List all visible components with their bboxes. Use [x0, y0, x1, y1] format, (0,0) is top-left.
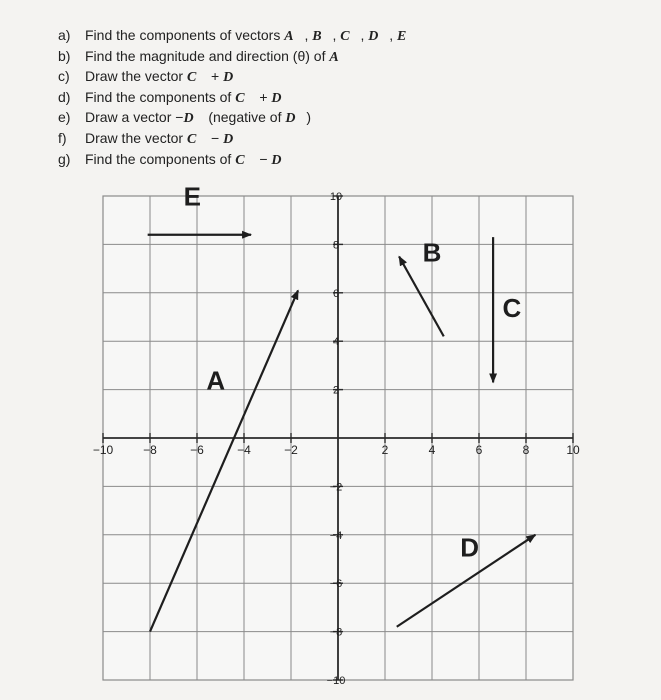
vector-b-label: B	[422, 237, 442, 268]
vector-a-label: A	[206, 365, 226, 396]
y-tick-label: 2	[332, 384, 340, 397]
y-tick-label: 4	[332, 336, 340, 349]
vector-c-label: C	[502, 293, 522, 323]
x-tick-label: −4	[237, 443, 251, 457]
y-tick-label: −6	[329, 578, 343, 591]
x-tick-label: 2	[381, 443, 389, 457]
question-text: Find the components of C⃗ − D⃗	[85, 150, 293, 168]
x-tick-label: −8	[143, 443, 157, 457]
x-tick-label: −10	[92, 443, 114, 457]
x-tick-label: 4	[428, 443, 436, 457]
question-text: Draw a vector −D⃗ (negative of D⃗)	[85, 109, 312, 127]
question-text: Find the magnitude and direction (θ) of A⃗	[85, 47, 350, 65]
question-label: g)	[58, 150, 71, 167]
vector-d-label: D	[460, 532, 479, 563]
question-label: e)	[58, 109, 71, 126]
question-label: b)	[58, 47, 71, 64]
question-label: d)	[58, 88, 71, 105]
y-tick-label: −4	[329, 529, 343, 542]
question-text: Draw the vector C⃗ − D⃗	[85, 129, 245, 147]
question-label: c)	[58, 68, 70, 85]
x-tick-label: 10	[566, 443, 580, 457]
x-tick-label: 6	[475, 443, 483, 457]
x-tick-label: 8	[522, 443, 530, 457]
question-text: Find the components of vectors A⃗, B⃗, C⃗, D⃗, E⃗	[85, 27, 418, 44]
x-tick-label: −6	[190, 443, 204, 457]
question-text: Find the components of C⃗ + D⃗	[85, 88, 293, 106]
question-label: a)	[58, 27, 71, 43]
y-tick-label: 10	[329, 191, 343, 203]
y-tick-label: −2	[329, 481, 343, 494]
question-text: Draw the vector C⃗ + D⃗	[85, 68, 245, 86]
y-tick-label: 8	[332, 239, 340, 252]
vector-e-label: E	[183, 181, 201, 212]
y-tick-label: −10	[326, 675, 346, 687]
y-tick-label: −8	[329, 626, 343, 639]
x-tick-label: −2	[284, 443, 298, 457]
question-label: f)	[58, 129, 67, 146]
y-tick-label: 6	[332, 287, 340, 300]
